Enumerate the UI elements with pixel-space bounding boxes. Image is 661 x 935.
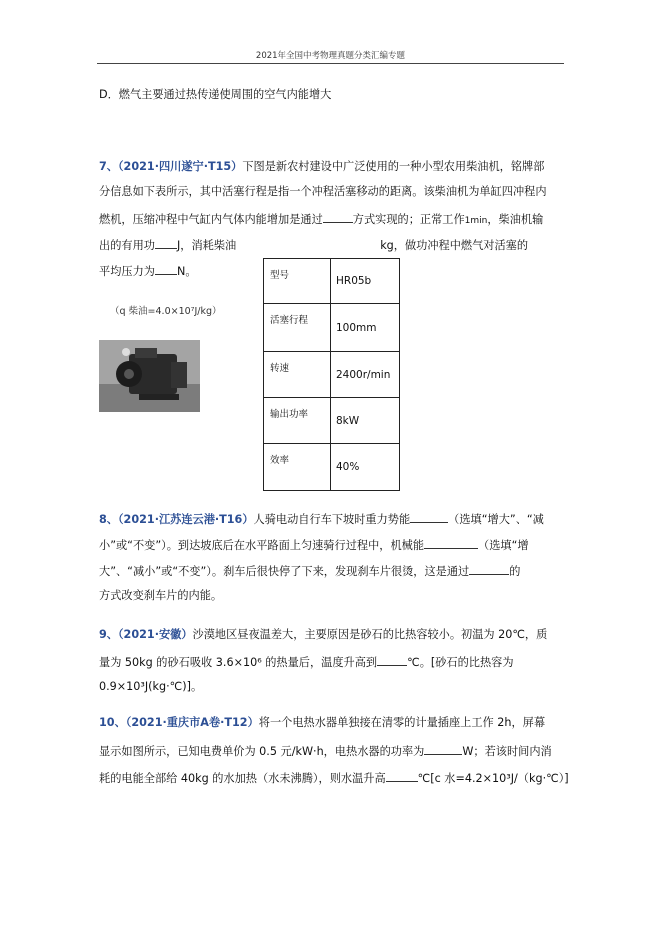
- diesel-engine-photo: [99, 340, 200, 412]
- q9-line-1: 9、（2021·安徽）沙漠地区昼夜温差大，主要原因是砂石的比热容较小。初温为 20℃，质: [99, 628, 548, 641]
- q7-blank-1[interactable]: [323, 211, 353, 223]
- q8-line-1: 8、（2021·江苏连云港·T16）人骑电动自行车下坡时重力势能 （选填“增大”、“减: [99, 513, 544, 526]
- spec-row: [264, 352, 400, 398]
- q9-number: 9、（2021·安徽）: [99, 628, 193, 641]
- q10-blank-2[interactable]: [386, 770, 418, 782]
- spec-value: 40%: [331, 444, 400, 491]
- q8-blank-3[interactable]: [469, 563, 509, 575]
- q7-blank-4[interactable]: [155, 263, 177, 275]
- q8-line-2: 小”或“不变”）。到达坡底后在水平路面上匀速骑行过程中，机械能 （选填“增: [99, 539, 529, 552]
- q7-number: 7、（2021·四川遂宁·T15）: [99, 160, 243, 173]
- spec-row: [264, 398, 400, 444]
- q9-line-3: 0.9×10³J(kg·℃)]。: [99, 680, 203, 693]
- q7-blank-2[interactable]: [155, 237, 177, 249]
- diesel-engine-icon: [99, 340, 200, 412]
- q9-line-2: 量为 50kg 的砂石吸收 3.6×10⁶ 的热量后，温度升高到 ℃。[砂石的比热容为: [99, 656, 514, 669]
- option-d: D．燃气主要通过热传递使周围的空气内能增大: [99, 88, 332, 101]
- page-header: 2021年全国中考物理真题分类汇编专题: [255, 51, 406, 61]
- spec-key: 活塞行程: [264, 304, 331, 352]
- q10-number: 10、（2021·重庆市A卷·T12）: [99, 716, 259, 729]
- q7-line-1: 7、（2021·四川遂宁·T15）下图是新农村建设中广泛使用的一种小型农用柴油机，铭牌部: [99, 160, 545, 173]
- q8-blank-1[interactable]: [410, 511, 448, 523]
- q7-line-5: 平均压力为 N。: [99, 265, 197, 278]
- q7-fuel-note: （q 柴油=4.0×10⁷J/kg）: [110, 306, 222, 317]
- q7-line-2: 分信息如下表所示，其中活塞行程是指一个冲程活塞移动的距离。该柴油机为单缸四冲程内: [99, 185, 547, 198]
- spec-key: 转速: [264, 352, 331, 398]
- spec-value: 100mm: [331, 304, 400, 352]
- q10-blank-1[interactable]: [424, 743, 462, 755]
- q10-line-2: 显示如图所示，已知电费单价为 0.5 元/kW·h，电热水器的功率为 W；若该时间内消: [99, 745, 552, 758]
- spec-row: [264, 304, 400, 352]
- q8-line-4: 方式改变刹车片的内能。: [99, 589, 223, 602]
- q7-blank-3[interactable]: [372, 238, 380, 249]
- spec-value: 8kW: [331, 398, 400, 444]
- q7-line-3: 燃机，压缩冲程中气缸内气体内能增加是通过 方式实现的；正常工作1min，柴油机输: [99, 213, 544, 226]
- q9-blank-1[interactable]: [377, 654, 407, 666]
- spec-row: [264, 444, 400, 491]
- spec-key: 型号: [264, 259, 331, 304]
- spec-value: HR05b: [331, 259, 400, 304]
- q7-line-4: 出的有用功 J，消耗柴油 kg，做功冲程中燃气对活塞的: [99, 239, 529, 252]
- q10-line-3: 耗的电能全部给 40kg 的水加热（水未沸腾），则水温升高 ℃[c 水=4.2×10³J/（kg·℃）]: [99, 772, 569, 785]
- spec-table: [263, 258, 400, 491]
- q8-blank-2[interactable]: [424, 537, 478, 549]
- q8-number: 8、（2021·江苏连云港·T16）: [99, 513, 254, 526]
- spec-value: 2400r/min: [331, 352, 400, 398]
- q10-line-1: 10、（2021·重庆市A卷·T12）将一个电热水器单独接在清零的计量插座上工作 2h，屏幕: [99, 716, 546, 729]
- q8-line-3: 大”、“减小”或“不变”）。刹车后很快停了下来，发现刹车片很烫，这是通过 的: [99, 565, 521, 578]
- header-divider: [97, 63, 564, 64]
- spec-key: 效率: [264, 444, 331, 491]
- spec-key: 输出功率: [264, 398, 331, 444]
- spec-row: [264, 259, 400, 304]
